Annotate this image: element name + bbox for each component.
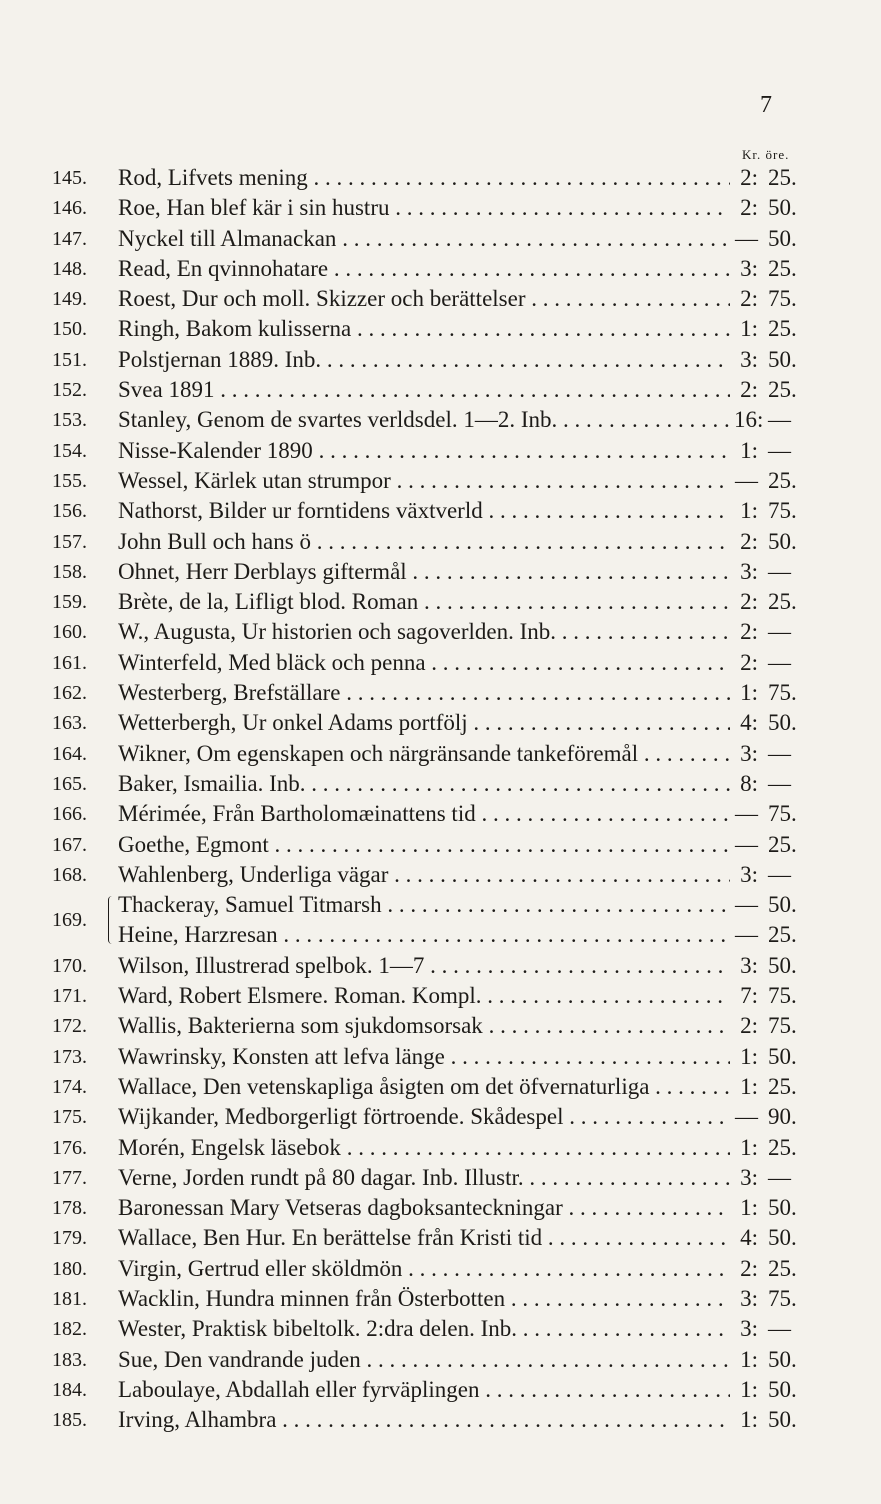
entry-price-kronor: 2: (740, 649, 758, 675)
entry-number: 175. (52, 1106, 87, 1129)
entry-price-ore: 50. (768, 710, 797, 736)
entry-number: 177. (52, 1166, 87, 1189)
entry-price-kronor: 3: (740, 740, 758, 766)
entry-price-ore: 50. (768, 1043, 797, 1069)
entry-price-kronor: 2: (740, 1013, 758, 1039)
entry-price-kronor: — (735, 892, 758, 918)
entry-price-ore: 50. (768, 952, 797, 978)
entry-number: 154. (52, 439, 87, 462)
catalog-entry (52, 1284, 812, 1314)
entry-price-ore: 25. (768, 1134, 797, 1160)
entry-price-kronor: 1: (740, 1346, 758, 1372)
entry-price-ore: 25. (768, 467, 797, 493)
entry-price-ore: 50. (768, 195, 797, 221)
catalog-entry (52, 769, 812, 799)
entry-price-ore: 25. (768, 922, 797, 948)
entry-price-ore: — (768, 558, 791, 584)
catalog-entry (52, 1163, 812, 1193)
entry-price-ore: 25. (768, 1255, 797, 1281)
entry-title-text: Thackeray, Samuel Titmarsh (118, 892, 382, 918)
entry-title (118, 1193, 730, 1223)
entry-price-kronor: 1: (740, 1195, 758, 1221)
entry-title-text: Sue, Den vandrande juden (118, 1346, 361, 1372)
entry-number: 152. (52, 379, 87, 402)
entry-title (118, 193, 730, 223)
entry-price-kronor: 1: (740, 498, 758, 524)
entry-number: 161. (52, 651, 87, 674)
entry-title-text: Roe, Han blef kär i sin hustru (118, 195, 390, 221)
entry-price-ore: 25. (768, 377, 797, 403)
entry-title (118, 1405, 730, 1435)
entry-number: 179. (52, 1227, 87, 1250)
entry-title (118, 496, 730, 526)
entry-price-ore: 25. (768, 165, 797, 190)
entry-price-ore: — (768, 649, 791, 675)
entry-number: 167. (52, 833, 87, 856)
entry-title (118, 345, 730, 375)
entry-price-ore: 50. (768, 1195, 797, 1221)
entry-number: 166. (52, 803, 87, 826)
entry-number: 176. (52, 1136, 87, 1159)
entry-number: 163. (52, 712, 87, 735)
entry-price-kronor: 1: (740, 1073, 758, 1099)
entry-title (118, 920, 730, 950)
entry-title (118, 1223, 730, 1253)
entry-title (118, 587, 730, 617)
entry-number: 183. (52, 1348, 87, 1371)
entry-number: 173. (52, 1045, 87, 1068)
entry-title-text: Brète, de la, Lifligt blod. Roman (118, 589, 419, 615)
entry-number: 178. (52, 1197, 87, 1220)
entry-title (118, 830, 730, 860)
entry-price-kronor: 3: (740, 952, 758, 978)
entry-price-ore: — (768, 861, 791, 887)
entry-number: 162. (52, 682, 87, 705)
entry-price-kronor: — (735, 1104, 758, 1130)
entry-price-kronor: 3: (740, 255, 758, 281)
entry-price-kronor: 3: (740, 1316, 758, 1342)
entry-title (118, 1284, 730, 1314)
entry-number: 159. (52, 591, 87, 614)
entry-title-text: Ward, Robert Elsmere. Roman. Kompl. (118, 983, 482, 1009)
catalog-entry (52, 345, 812, 375)
entry-title-text: Nyckel till Almanackan (118, 225, 337, 251)
catalog-entry (52, 224, 812, 254)
entry-title (118, 1072, 730, 1102)
entry-title (118, 648, 730, 678)
catalog-entry (52, 314, 812, 344)
entry-number: 146. (52, 197, 87, 220)
entry-price-ore: 75. (768, 498, 797, 524)
entry-title (118, 617, 730, 647)
entry-price-ore: 90. (768, 1104, 797, 1130)
entry-price-kronor: 3: (740, 861, 758, 887)
entry-price-kronor: 2: (740, 195, 758, 221)
entry-price-ore: — (768, 770, 791, 796)
entry-price-kronor: 3: (740, 1285, 758, 1311)
catalog-entry (52, 193, 812, 223)
catalog-entry (52, 436, 812, 466)
entry-price-kronor: — (735, 831, 758, 857)
entry-title-text: W., Augusta, Ur historien och sagoverlden. Inb. (118, 619, 556, 645)
catalog-entry (52, 890, 812, 932)
entry-number: 145. (52, 167, 87, 189)
catalog-entry (52, 678, 812, 708)
entry-number: 151. (52, 348, 87, 371)
entry-number: 168. (52, 863, 87, 886)
entry-price-kronor: 2: (740, 165, 758, 190)
entry-title-text: Heine, Harzresan (118, 922, 278, 948)
entry-title (118, 739, 730, 769)
entry-title-text: Nisse-Kalender 1890 (118, 437, 313, 463)
catalog-entry (52, 739, 812, 769)
entry-title (118, 314, 730, 344)
entry-price-kronor: 2: (740, 528, 758, 554)
entry-title-text: Westerberg, Brefställare (118, 680, 341, 706)
entry-title-text: Wahlenberg, Underliga vägar (118, 861, 389, 887)
entry-price-ore: 50. (768, 1376, 797, 1402)
entry-number: 147. (52, 227, 87, 250)
entry-title (118, 254, 730, 284)
entry-title-text: Wallis, Bakterierna som sjukdomsorsak (118, 1013, 483, 1039)
entry-price-ore: 75. (768, 983, 797, 1009)
entry-price-ore: — (768, 407, 791, 433)
catalog-entry (52, 466, 812, 496)
price-column-header: Kr. öre. (742, 147, 790, 162)
entry-number: 156. (52, 500, 87, 523)
entry-price-kronor: — (735, 467, 758, 493)
entry-price-kronor: 2: (740, 377, 758, 403)
entry-number: 157. (52, 530, 87, 553)
page-number: 7 (760, 92, 772, 118)
entry-title-text: Morén, Engelsk läsebok (118, 1134, 341, 1160)
entry-number: 170. (52, 954, 87, 977)
entry-price-ore: 50. (768, 225, 797, 251)
entry-number: 155. (52, 469, 87, 492)
entry-price-kronor: 8: (740, 770, 758, 796)
entry-title (118, 860, 730, 890)
entry-price-ore: 50. (768, 528, 797, 554)
catalog-entry (52, 163, 812, 193)
entry-price-ore: 75. (768, 286, 797, 312)
entry-title-text: Wallace, Den vetenskapliga åsigten om det öfvernaturliga (118, 1073, 650, 1099)
entry-title-text: Ohnet, Herr Derblays giftermål (118, 558, 407, 584)
entry-number: 171. (52, 985, 87, 1008)
catalog-entry (52, 1314, 812, 1344)
entry-price-kronor: 3: (740, 558, 758, 584)
entry-title (118, 1011, 730, 1041)
catalog-entry (52, 648, 812, 678)
entry-price-kronor: 1: (740, 1376, 758, 1402)
catalog-entry (52, 1254, 812, 1284)
catalog-entry (52, 557, 812, 587)
entry-price-ore: 50. (768, 346, 797, 372)
catalog-entry (52, 1405, 812, 1435)
entry-number: 160. (52, 621, 87, 644)
entry-title-text: Baker, Ismailia. Inb. (118, 770, 306, 796)
catalog-entry (52, 708, 812, 738)
entry-title (118, 405, 730, 435)
entry-number: 172. (52, 1015, 87, 1038)
entry-price-ore: — (768, 437, 791, 463)
entry-number: 150. (52, 318, 87, 341)
entry-price-kronor: 4: (740, 1225, 758, 1251)
entry-title-text: Wessel, Kärlek utan strumpor (118, 467, 391, 493)
entry-price-ore: 50. (768, 1225, 797, 1251)
catalog-entry (52, 1193, 812, 1223)
entry-price-ore: 25. (768, 255, 797, 281)
entry-price-ore: 25. (768, 589, 797, 615)
entry-price-kronor: — (735, 801, 758, 827)
entry-number: 165. (52, 772, 87, 795)
entry-title-text: Mérimée, Från Bartholomæinattens tid (118, 801, 476, 827)
catalog-entry (52, 1072, 812, 1102)
entry-price-ore: 25. (768, 1073, 797, 1099)
entry-price-ore: 50. (768, 892, 797, 918)
entry-title-text: Irving, Alhambra (118, 1407, 277, 1433)
entry-title (118, 163, 730, 193)
entry-number: 181. (52, 1287, 87, 1310)
entry-price-ore: 75. (768, 801, 797, 827)
entry-price-kronor: — (735, 225, 758, 251)
entry-title (118, 375, 730, 405)
entry-price-kronor: 16: (734, 407, 764, 433)
entry-title-text: Wetterbergh, Ur onkel Adams portfölj (118, 710, 468, 736)
catalog-entry (52, 1133, 812, 1163)
entry-title (118, 1133, 730, 1163)
catalog-entry (52, 617, 812, 647)
entry-price-ore: — (768, 740, 791, 766)
catalog-entry (52, 1345, 812, 1375)
entry-title-text: Nathorst, Bilder ur forntidens växtverld (118, 498, 483, 524)
entry-price-kronor: 2: (740, 589, 758, 615)
entry-title-text: Read, En qvinnohatare (118, 255, 329, 281)
entry-price-ore: — (768, 1316, 791, 1342)
entry-price-kronor: 2: (740, 286, 758, 312)
entry-price-ore: 75. (768, 680, 797, 706)
catalog-entry (52, 1011, 812, 1041)
catalog-entry (52, 1042, 812, 1072)
catalog-entry (52, 527, 812, 557)
entry-price-kronor: 1: (740, 680, 758, 706)
entry-price-kronor: 3: (740, 1164, 758, 1190)
entry-title (118, 890, 730, 920)
entry-title (118, 1254, 730, 1284)
catalog-entry (52, 951, 812, 981)
entry-title (118, 527, 730, 557)
entry-title-text: Svea 1891 (118, 377, 215, 403)
entry-number: 180. (52, 1257, 87, 1280)
entry-title-text: Verne, Jorden rundt på 80 dagar. Inb. Illustr. (118, 1164, 524, 1190)
entry-price-kronor: 1: (740, 1134, 758, 1160)
entry-title (118, 1102, 730, 1132)
entry-price-ore: 50. (768, 1407, 797, 1433)
entry-price-kronor: — (735, 922, 758, 948)
entry-price-ore: — (768, 619, 791, 645)
entry-title-text: Stanley, Genom de svartes verldsdel. 1—2. Inb. (118, 407, 558, 433)
entry-title-text: Winterfeld, Med bläck och penna (118, 649, 426, 675)
entry-title (118, 224, 730, 254)
entry-title (118, 981, 730, 1011)
entry-price-kronor: 4: (740, 710, 758, 736)
entry-title-text: Baronessan Mary Vetseras dagboksanteckningar (118, 1195, 563, 1221)
entry-title (118, 1345, 730, 1375)
entry-price-kronor: 3: (740, 346, 758, 372)
entry-price-kronor: 2: (740, 619, 758, 645)
entry-title-text: Wacklin, Hundra minnen från Österbotten (118, 1285, 506, 1311)
entry-title-text: Polstjernan 1889. Inb. (118, 346, 322, 372)
entry-title (118, 1163, 730, 1193)
entry-title-text: Goethe, Egmont (118, 831, 269, 857)
entry-number: 185. (52, 1409, 87, 1432)
entry-title-text: Roest, Dur och moll. Skizzer och berättelser (118, 286, 526, 312)
entry-title (118, 557, 730, 587)
entry-title-text: Wester, Praktisk bibeltolk. 2:dra delen. Inb. (118, 1316, 517, 1342)
entry-number: 169. (52, 909, 87, 932)
entry-title-text: Ringh, Bakom kulisserna (118, 316, 352, 342)
catalog-entry (52, 920, 812, 950)
entry-price-ore: 75. (768, 1013, 797, 1039)
entry-title-text: Laboulaye, Abdallah eller fyrväplingen (118, 1376, 480, 1402)
entry-number: 148. (52, 257, 87, 280)
catalog-list (52, 163, 812, 1435)
entry-title (118, 466, 730, 496)
entry-title (118, 708, 730, 738)
entry-title-text: Rod, Lifvets mening (118, 165, 308, 190)
entry-price-kronor: 1: (740, 437, 758, 463)
catalog-entry (52, 405, 812, 435)
entry-price-kronor: 1: (740, 1043, 758, 1069)
entry-number: 182. (52, 1318, 87, 1341)
entry-title-text: John Bull och hans ö (118, 528, 311, 554)
entry-title (118, 284, 730, 314)
catalog-entry (52, 1102, 812, 1132)
entry-price-ore: 75. (768, 1285, 797, 1311)
entry-title (118, 678, 730, 708)
entry-number: 164. (52, 742, 87, 765)
entry-title (118, 799, 730, 829)
entry-price-kronor: 2: (740, 1255, 758, 1281)
entry-title (118, 951, 730, 981)
entry-price-kronor: 1: (740, 316, 758, 342)
entry-title (118, 769, 730, 799)
entry-number: 149. (52, 288, 87, 311)
entry-number: 184. (52, 1378, 87, 1401)
entry-price-ore: 25. (768, 316, 797, 342)
catalog-entry (52, 799, 812, 829)
catalog-entry (52, 496, 812, 526)
entry-price-kronor: 1: (740, 1407, 758, 1433)
entry-title-text: Wallace, Ben Hur. En berättelse från Kristi tid (118, 1225, 543, 1251)
catalog-entry (52, 1375, 812, 1405)
entry-price-kronor: 7: (740, 983, 758, 1009)
entry-number: 174. (52, 1075, 87, 1098)
catalog-entry (52, 981, 812, 1011)
entry-title (118, 1042, 730, 1072)
entry-title (118, 1375, 730, 1405)
catalog-entry (52, 830, 812, 860)
entry-number: 153. (52, 409, 87, 432)
entry-title-text: Wawrinsky, Konsten att lefva länge (118, 1043, 445, 1069)
catalog-entry (52, 375, 812, 405)
catalog-entry (52, 860, 812, 890)
entry-price-ore: 25. (768, 831, 797, 857)
entry-title-text: Wikner, Om egenskapen och närgränsande tankeföremål (118, 740, 639, 766)
catalog-entry (52, 587, 812, 617)
entry-title (118, 1314, 730, 1344)
entry-title-text: Wijkander, Medborgerligt förtroende. Skådespel (118, 1104, 564, 1130)
catalog-entry (52, 254, 812, 284)
entry-title-text: Virgin, Gertrud eller sköldmön (118, 1255, 403, 1281)
entry-price-ore: 50. (768, 1346, 797, 1372)
entry-price-ore: — (768, 1164, 791, 1190)
entry-title-text: Wilson, Illustrerad spelbok. 1—7 (118, 952, 425, 978)
catalog-entry (52, 1223, 812, 1253)
entry-number: 158. (52, 560, 87, 583)
catalog-entry (52, 284, 812, 314)
entry-title (118, 436, 730, 466)
